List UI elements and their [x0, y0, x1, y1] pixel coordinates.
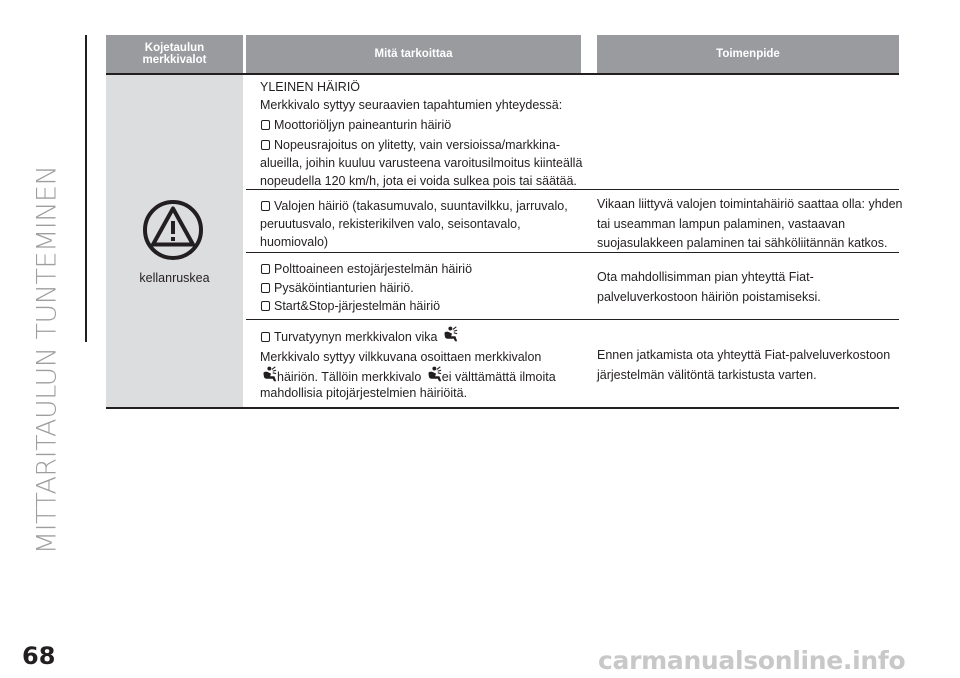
checkbox-icon: [261, 264, 270, 274]
row3-item3: Start&Stop-järjestelmän häiriö: [260, 297, 440, 315]
checkbox-icon: [261, 201, 270, 211]
row1-item2: Nopeusrajoitus on ylitetty, vain versioissa/markkina- alueilla, joihin kuuluu varusteena varoitusilmoitus kiinteällä nopeudella 120 km/h, jota ei voida sulkea pois tai säätää.: [260, 138, 583, 188]
row4-line2: häiriön. Tällöin merkkivalo ei välttämättä ilmoita: [260, 366, 556, 386]
row4-action: Ennen jatkamista ota yhteyttä Fiat-palveluverkostoon järjestelmän välitöntä tarkistusta varten.: [597, 348, 891, 382]
row1-title: YLEINEN HÄIRIÖ: [260, 80, 361, 94]
row1-intro: Merkkivalo syttyy seuraavien tapahtumien yhteydessä:: [260, 98, 563, 112]
checkbox-icon: [261, 140, 270, 150]
row3-item2: Pysäköintianturien häiriö.: [260, 279, 414, 297]
table-bottom-rule: [106, 407, 899, 409]
header-action: Toimenpide: [597, 35, 899, 73]
row4-line3: mahdollisia pitojärjestelmien häiriöitä.: [260, 386, 468, 400]
row2-item1: Valojen häiriö (takasumuvalo, suuntavilkku, jarruvalo, peruutusvalo, rekisterikilven valo, seisontavalo, huomiovalo): [260, 199, 568, 249]
row3-item1: Polttoaineen estojärjestelmän häiriö: [260, 260, 472, 278]
checkbox-icon: [261, 301, 270, 311]
row-divider: [246, 319, 899, 320]
side-rule: [85, 35, 87, 342]
watermark: carmanualsonline.info: [598, 646, 906, 675]
checkbox-icon: [261, 120, 270, 130]
row3-action: Ota mahdollisimman pian yhteyttä Fiat- palveluverkostoon häiriön poistamiseksi.: [597, 270, 821, 304]
header-lamps: Kojetaulun merkkivalot: [106, 35, 243, 73]
airbag-seat-icon: [260, 366, 277, 383]
row4-item1: Turvatyynyn merkkivalon vika: [260, 326, 458, 346]
header-meaning: Mitä tarkoittaa: [246, 35, 581, 73]
row-divider: [246, 189, 899, 190]
page-number: 68: [22, 642, 56, 670]
checkbox-icon: [261, 283, 270, 293]
row-divider: [246, 252, 899, 253]
checkbox-icon: [261, 332, 270, 342]
lamp-color-label: kellanruskea: [139, 271, 210, 285]
row2-action: Vikaan liittyvä valojen toimintahäiriö saattaa olla: yhden tai useamman lampun palaminen, vastaavan suojasulakkeen palaminen tai sähköliitännän katkos.: [597, 197, 903, 250]
airbag-seat-icon: [441, 326, 458, 343]
row1-item1: Moottoriöljyn paineanturin häiriö: [260, 116, 451, 134]
airbag-seat-icon: [425, 366, 442, 383]
warning-triangle-icon: [138, 198, 208, 262]
row4-line1: Merkkivalo syttyy vilkkuvana osoittaen merkkivalon: [260, 350, 542, 364]
